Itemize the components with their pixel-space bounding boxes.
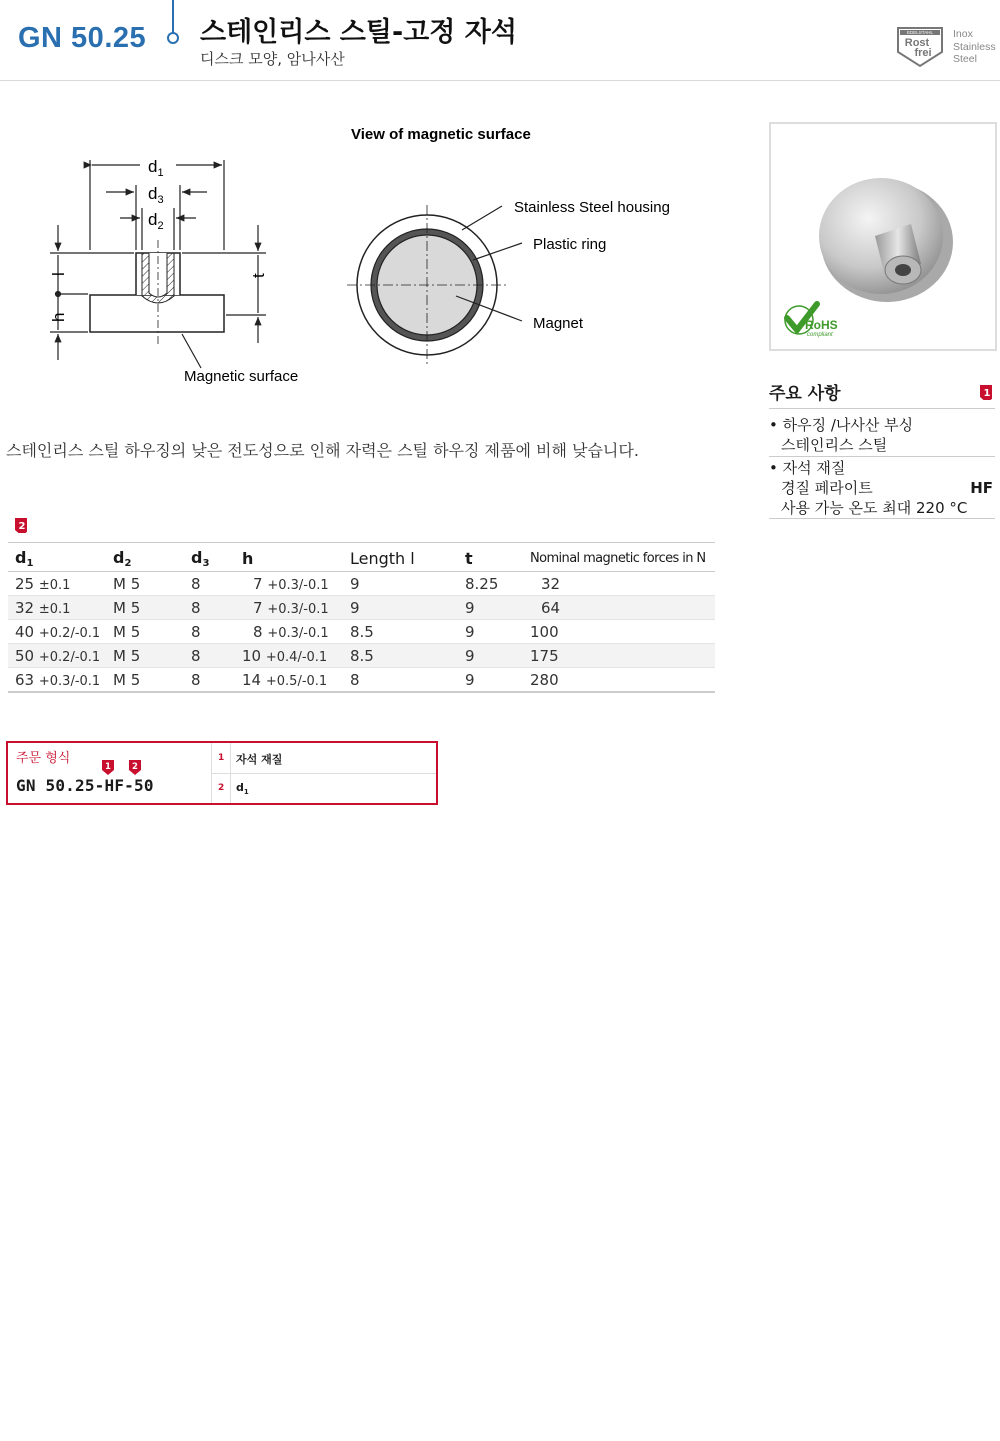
feature-line: 사용 가능 온도 최대 220 °C — [781, 499, 968, 517]
product-code: GN 50.25 — [18, 22, 147, 54]
conductivity-note: 스테인리스 스틸 하우징의 낮은 전도성으로 인해 자력은 스틸 하우징 제품에 비해 낮습니다. — [6, 441, 639, 460]
feature-line: 경질 페라이트 — [781, 479, 873, 497]
feature-line: 자석 재질 — [782, 459, 846, 477]
badge-top-text: EDELSTAHL — [907, 30, 933, 36]
order-code: GN 50.25-HF-50 — [16, 776, 154, 795]
order-label: 주문 형식 — [16, 751, 71, 766]
header-d3: $d_3$ — [184, 543, 235, 572]
header-t: t — [458, 543, 523, 572]
dimension-table — [8, 542, 715, 693]
features-divider — [769, 408, 995, 409]
badge-line2: frei — [914, 47, 932, 59]
feature-code: HF — [970, 479, 993, 497]
feature-item — [769, 415, 995, 455]
inox-label — [953, 28, 996, 66]
features-divider — [769, 518, 995, 519]
badge-line1: Rost — [904, 37, 930, 49]
rohs-text: RoHS — [805, 318, 838, 332]
features-divider — [769, 456, 995, 457]
table-row: 32 ±0.1 M 5 8 7 +0.3/-0.1 9 9 64 — [8, 596, 715, 620]
header-h: h — [235, 543, 343, 572]
header-d1: $d_1$ — [8, 543, 106, 572]
side-view — [50, 160, 266, 368]
inox-line: Stainless — [953, 40, 996, 53]
rohs-sub-text: compliant — [807, 332, 833, 338]
view-title: View of magnetic surface — [351, 126, 531, 143]
table-row: 63 +0.3/-0.1 M 5 8 14 +0.5/-0.1 8 9 280 — [8, 668, 715, 693]
dim-d3-label: $d_3$ — [148, 184, 164, 206]
header-force: Nominal magnetic forces in N — [523, 543, 715, 572]
callout-plastic-ring: Plastic ring — [533, 236, 607, 253]
header-divider — [172, 0, 174, 34]
order-marker-2-icon — [129, 760, 141, 775]
order-key-text: 자석 재질 — [236, 753, 283, 766]
svg-text:2: 2 — [132, 762, 138, 772]
dim-d2-label: $d_2$ — [148, 210, 164, 232]
rohs-badge-icon — [783, 300, 847, 340]
table-row: 40 +0.2/-0.1 M 5 8 8 +0.3/-0.1 8.5 9 100 — [8, 620, 715, 644]
rostfrei-badge-icon — [896, 26, 944, 68]
header-d2: $d_2$ — [106, 543, 184, 572]
order-key-row — [212, 774, 436, 803]
table-row: 50 +0.2/-0.1 M 5 8 10 +0.4/-0.1 8.5 9 175 — [8, 644, 715, 668]
page-subtitle: 디스크 모양, 암나사산 — [200, 50, 345, 68]
table-header-row — [8, 543, 715, 572]
feature-line: 스테인리스 스틸 — [781, 436, 888, 454]
technical-drawing — [0, 100, 760, 400]
header-length: Length l — [343, 543, 458, 572]
features-heading: 주요 사항 — [769, 384, 841, 404]
order-key-num: 2 — [218, 783, 225, 793]
front-view — [347, 126, 670, 365]
svg-text:2: 2 — [18, 521, 26, 532]
feature-line: 하우징 /나사산 부싱 — [782, 416, 914, 434]
svg-text:1: 1 — [105, 762, 111, 772]
product-image — [769, 122, 997, 351]
dim-l-label: l — [49, 272, 68, 276]
table-marker-icon — [15, 518, 27, 533]
order-marker-1-icon — [102, 760, 114, 775]
order-key-row — [212, 743, 436, 774]
inox-line: Steel — [953, 53, 977, 65]
dim-d1-label: $d_1$ — [148, 157, 164, 179]
feature-item — [769, 458, 995, 518]
header-divider-dot — [167, 32, 179, 44]
features-marker-icon — [980, 385, 992, 400]
order-example-box — [6, 741, 438, 805]
feature-bullet: • — [769, 416, 778, 434]
dim-h-label: h — [49, 312, 68, 322]
order-key-text: $d_1$ — [236, 781, 249, 796]
dim-t-label: t — [249, 273, 268, 278]
table-row: 25 ±0.1 M 5 8 7 +0.3/-0.1 9 8.25 32 — [8, 572, 715, 596]
callout-housing: Stainless Steel housing — [514, 199, 670, 216]
feature-bullet: • — [769, 459, 778, 477]
callout-magnet: Magnet — [533, 315, 584, 332]
order-key-num: 1 — [218, 753, 225, 763]
page-title: 스테인리스 스틸-고정 자석 — [200, 17, 517, 48]
svg-text:1: 1 — [983, 388, 991, 399]
inox-line: Inox — [953, 28, 973, 40]
magnetic-surface-label: Magnetic surface — [184, 368, 299, 385]
